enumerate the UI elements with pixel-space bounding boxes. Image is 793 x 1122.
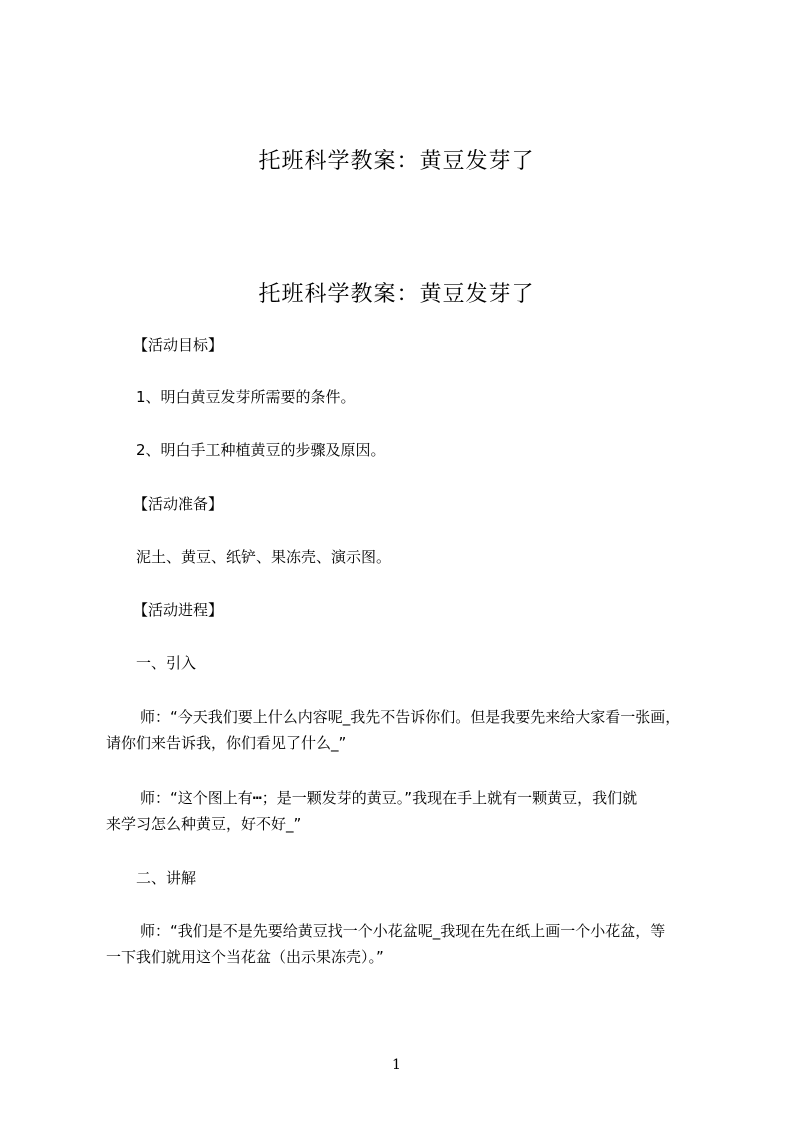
paragraph: 师：“我们是不是先要给黄豆找一个小花盆呢_我现在先在纸上画一个小花盆，等 xyxy=(140,922,666,940)
header-title: 托班科学教案：黄豆发芽了 xyxy=(258,149,535,174)
subheading-introduction: 一、引入 xyxy=(136,654,197,672)
document-title: 托班科学教案：黄豆发芽了 xyxy=(258,282,535,307)
page-number: 1 xyxy=(392,1057,401,1073)
paragraph: 师：“今天我们要上什么内容呢_我先不告诉你们。但是我要先来给大家看一张画， xyxy=(140,708,681,726)
section-heading-goals: 【活动目标】 xyxy=(133,336,224,354)
paragraph: 师：“这个图上有┅；是一颗发芽的黄豆。”我现在手上就有一颗黄豆，我们就 xyxy=(140,789,638,807)
section-heading-process: 【活动进程】 xyxy=(133,601,224,619)
section-heading-preparation: 【活动准备】 xyxy=(133,495,224,513)
paragraph-continuation: 一下我们就用这个当花盆（出示果冻壳）。” xyxy=(106,948,384,966)
paragraph: 2、明白手工种植黄豆的步骤及原因。 xyxy=(136,441,386,459)
paragraph-continuation: 来学习怎么种黄豆，好不好_” xyxy=(106,815,302,833)
paragraph: 泥土、黄豆、纸铲、果冻壳、演示图。 xyxy=(136,548,392,566)
paragraph: 1、明白黄豆发芽所需要的条件。 xyxy=(136,388,356,406)
paragraph-continuation: 请你们来告诉我，你们看见了什么_” xyxy=(106,734,347,752)
subheading-explanation: 二、讲解 xyxy=(136,869,197,887)
